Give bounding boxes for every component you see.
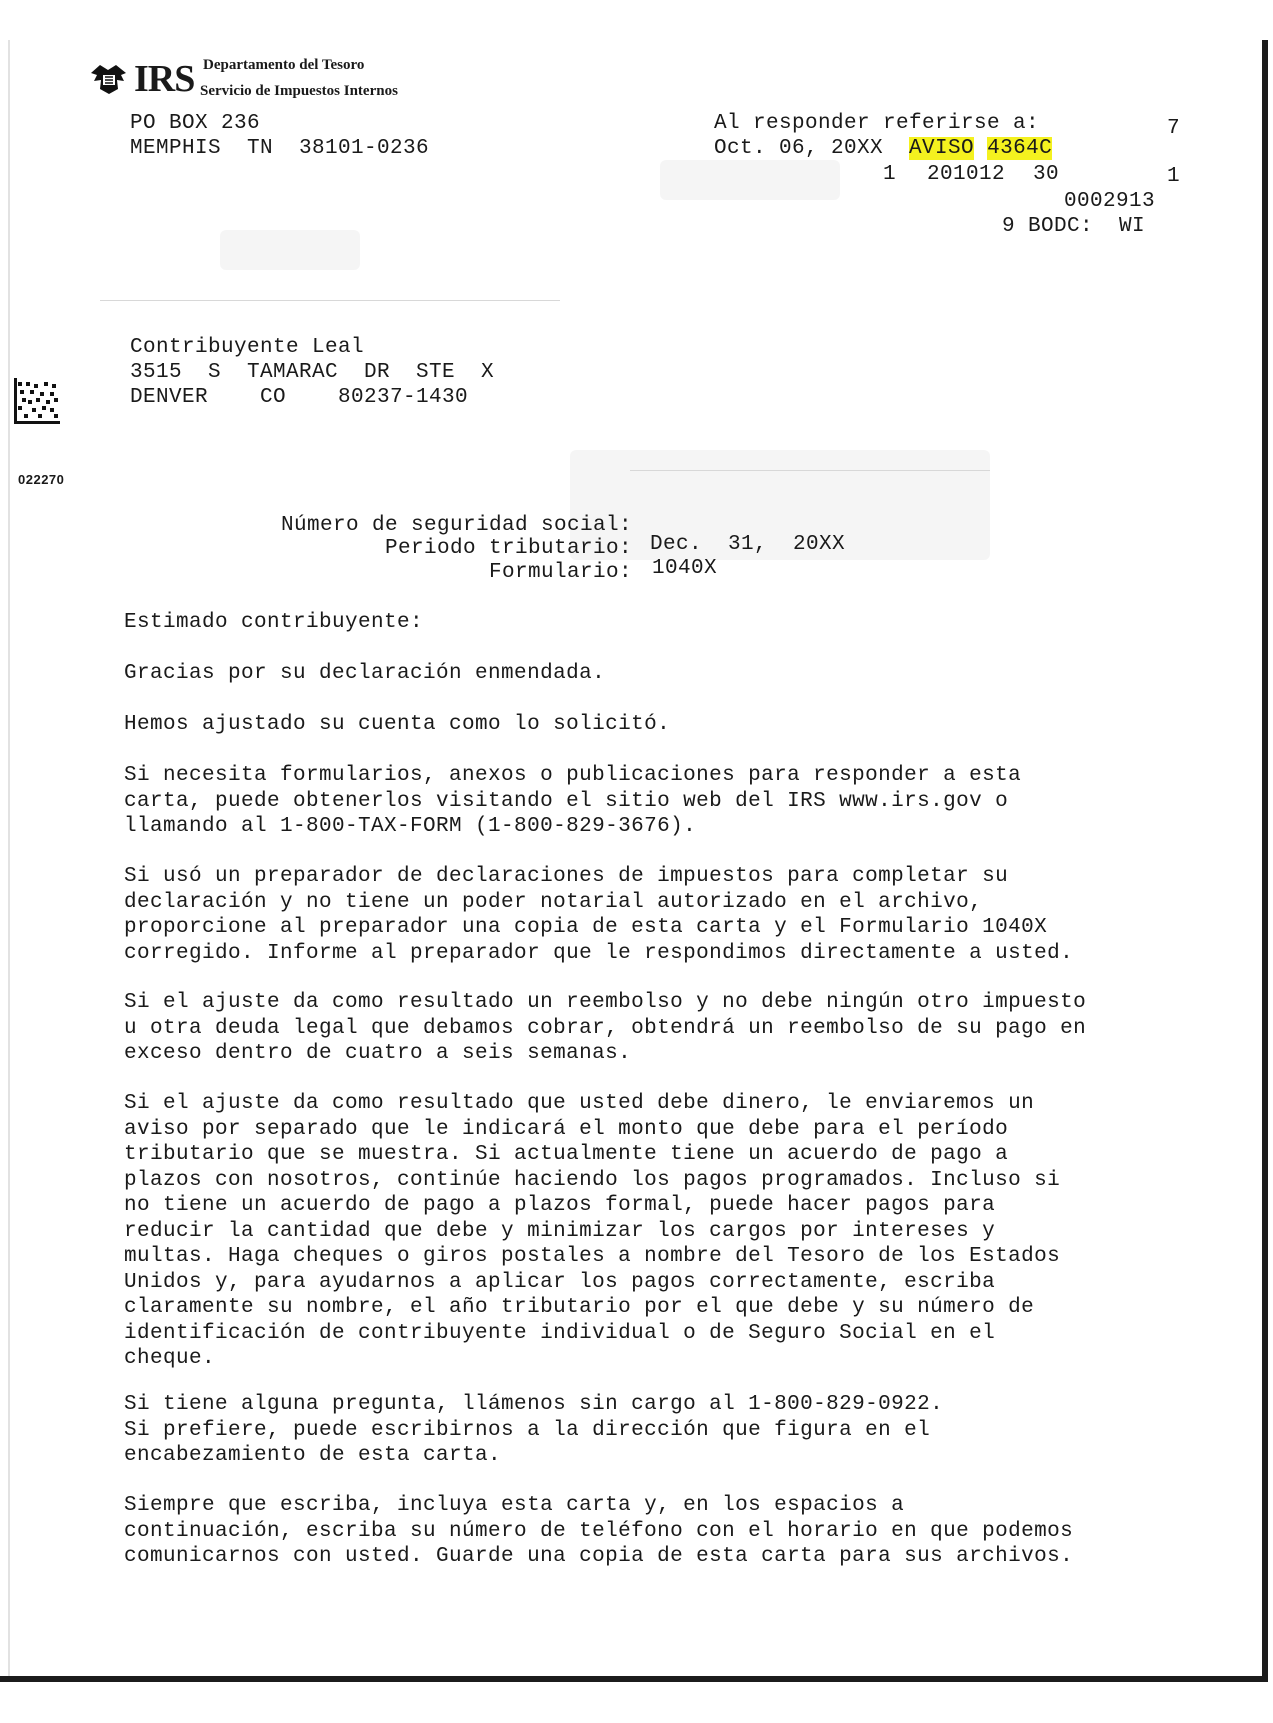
page-left-edge [8,40,10,1680]
recipient-name: Contribuyente Leal [130,336,365,359]
paragraph-forms: Si necesita formularios, anexos o publicaciones para responder a esta carta, puede obtenerlos visitando el sitio web del IRS www.irs.gov o llamando al 1-800-TAX-FORM (1-800-829-3676). [124,764,1022,838]
scan-smudge [660,160,840,200]
reference-line3-a: 1 [883,163,897,186]
irs-logo-text: IRS [134,58,195,100]
paragraph-preparer: Si usó un preparador de declaraciones de impuestos para completar su declaración y no tiene un poder notarial autorizado en el archivo, proporcione al preparador una copia de esta carta y el Formulario 1040X corregido. Informe al preparador que le respondimos directamente a usted. [124,865,1074,965]
notice-date: Oct. 06, 20XX [714,137,884,160]
reference-date-line [714,137,1052,161]
scan-line [100,300,560,301]
tax-period-label: Periodo tributario: [384,537,632,560]
datamatrix-barcode [14,378,60,424]
recipient-street: 3515 S TAMARAC DR STE X [130,361,495,384]
irs-logo [88,60,194,98]
form-label: Formulario: [488,561,632,584]
side-code: 022270 [18,472,65,487]
paragraph-questions: Si tiene alguna pregunta, llámenos sin cargo al 1-800-829-0922. Si prefiere, puede escribirnos a la dirección que figura en el encabezamiento de esta carta. [124,1393,944,1467]
paragraph-balance-due: Si el ajuste da como resultado que usted debe dinero, le enviaremos un aviso por separado que le indicará el monto que debe para el período tributario que se muestra. Si actualmente tiene un acuerdo de pago a plazos con nosotros, continúe haciendo los pagos programados. Incluso si no tiene un acuerdo de pago a plazos formal, puede hacer pagos para reducir la cantidad que debe y minimizar los cargos por intereses y multas. Haga cheques o giros postales a nombre del Tesoro de los Estados Unidos y, para ayudarnos a aplicar los pagos correctamente, escriba claramente su nombre, el año tributario por el que debe y su número de identificación de contribuyente individual o de Seguro Social en el cheque. [124,1092,1061,1370]
reference-label: Al responder referirse a: [714,112,1040,135]
reference-line5: 9 BODC: WI [1002,215,1146,238]
tax-period-value: Dec. 31, 20XX [650,533,846,556]
page-border-bottom [0,1676,1268,1682]
form-value: 1040X [652,557,718,580]
irs-eagle-icon [88,61,130,97]
reference-top-digit: 7 [1167,117,1181,140]
agency-service: Servicio de Impuestos Internos [200,83,398,99]
page-border-right [1262,40,1268,1680]
paragraph-writing: Siempre que escriba, incluya esta carta y, en los espacios a continuación, escriba su número de teléfono con el horario en que podemos comunicarnos con usted. Guarde una copia de esta carta para sus archivos. [124,1494,1074,1568]
salutation: Estimado contribuyente: [124,611,424,634]
paragraph-thanks: Gracias por su declaración enmendada. [124,662,606,685]
recipient-city: DENVER CO 80237-1430 [130,386,469,409]
agency-department: Departamento del Tesoro [203,57,365,73]
paragraph-adjusted: Hemos ajustado su cuenta como lo solicitó. [124,713,671,736]
reference-line3-b: 201012 [927,163,1006,186]
reference-line3-d: 1 [1167,165,1181,188]
ssn-label: Número de seguridad social: [280,514,632,537]
reference-line3-c: 30 [1033,163,1060,186]
paragraph-refund: Si el ajuste da como resultado un reembolso y no debe ningún otro impuesto u otra deuda legal que debamos cobrar, obtendrá un reembolso de su pago en exceso dentro de cuatro a seis semanas. [124,991,1087,1065]
sender-address-line1: PO BOX 236 [130,112,261,135]
sender-address-line2: MEMPHIS TN 38101-0236 [130,137,430,160]
scan-line [630,470,990,471]
scan-smudge [220,230,360,270]
notice-label: AVISO [909,137,975,160]
notice-number: 4364C [987,137,1053,160]
reference-line4: 0002913 [1064,190,1156,213]
